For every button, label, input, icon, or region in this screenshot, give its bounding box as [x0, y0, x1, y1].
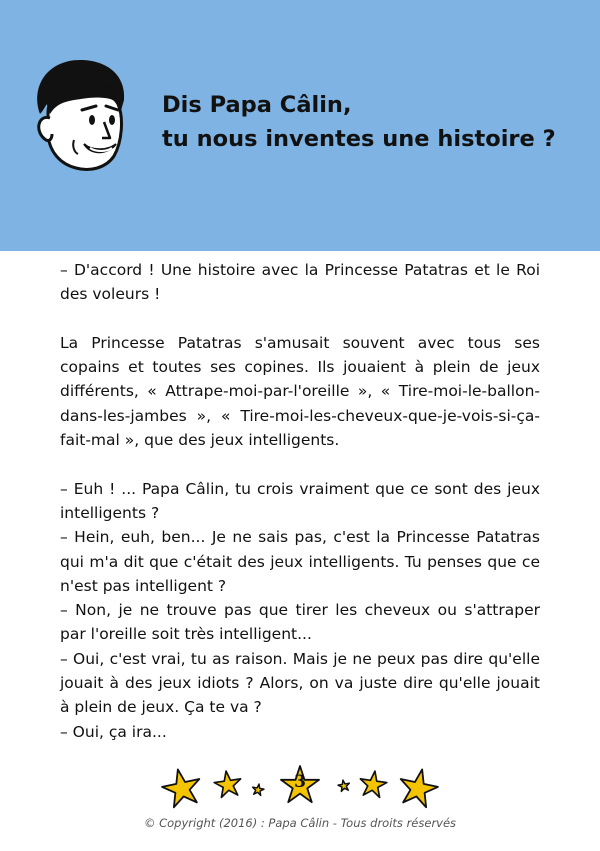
- title-line-1: Dis Papa Câlin,: [162, 92, 352, 118]
- paragraph-gap: [60, 452, 540, 476]
- story-text: [60, 258, 540, 744]
- star-icon: [396, 765, 441, 808]
- story-paragraph: – Oui, ça ira...: [60, 722, 167, 741]
- cartoon-face-icon: [26, 56, 134, 174]
- page-number: 3: [294, 772, 306, 792]
- star-icon: [358, 769, 388, 798]
- page-title: [162, 88, 582, 156]
- story-paragraph: – Non, je ne trouve pas que tirer les cheveux ou s'attraper par l'oreille soit très intelligent...: [60, 601, 540, 644]
- star-icon: [252, 783, 265, 796]
- star-icon: [337, 779, 350, 792]
- star-icon: [213, 769, 243, 798]
- copyright-notice: © Copyright (2016) : Papa Câlin - Tous droits réservés: [143, 816, 457, 830]
- story-paragraph: – Oui, c'est vrai, tu as raison. Mais je ne peux pas dire qu'elle jouait à des jeux idiots ? Alors, on va juste dire qu'elle jouait à plein de jeux. Ça te va ?: [60, 649, 540, 717]
- story-paragraph: La Princesse Patatras s'amusait souvent avec tous ses copains et toutes ses copines. Ils jouaient à plein de jeux différents, « Attrape-moi-par-l'oreille », « Tire-moi-le-ballon-dans-les-jambes », « Tire-moi-les-cheveux-que-je-vois-si-ça-fait-mal », que des jeux intelligents.: [60, 333, 540, 450]
- story-paragraph: – Euh ! ... Papa Câlin, tu crois vraiment que ce sont des jeux intelligents ?: [60, 479, 540, 522]
- story-paragraph: – D'accord ! Une histoire avec la Princesse Patatras et le Roi des voleurs !: [60, 261, 540, 304]
- title-line-2: tu nous inventes une histoire ?: [162, 126, 556, 152]
- story-paragraph: – Hein, euh, ben... Je ne sais pas, c'est la Princesse Patatras qui m'a dit que c'était des jeux intelligents. Tu penses que ce n'est pas intelligent ?: [60, 528, 540, 595]
- header-banner: [0, 0, 600, 251]
- paragraph-gap: [60, 307, 540, 331]
- star-icon: [159, 765, 204, 808]
